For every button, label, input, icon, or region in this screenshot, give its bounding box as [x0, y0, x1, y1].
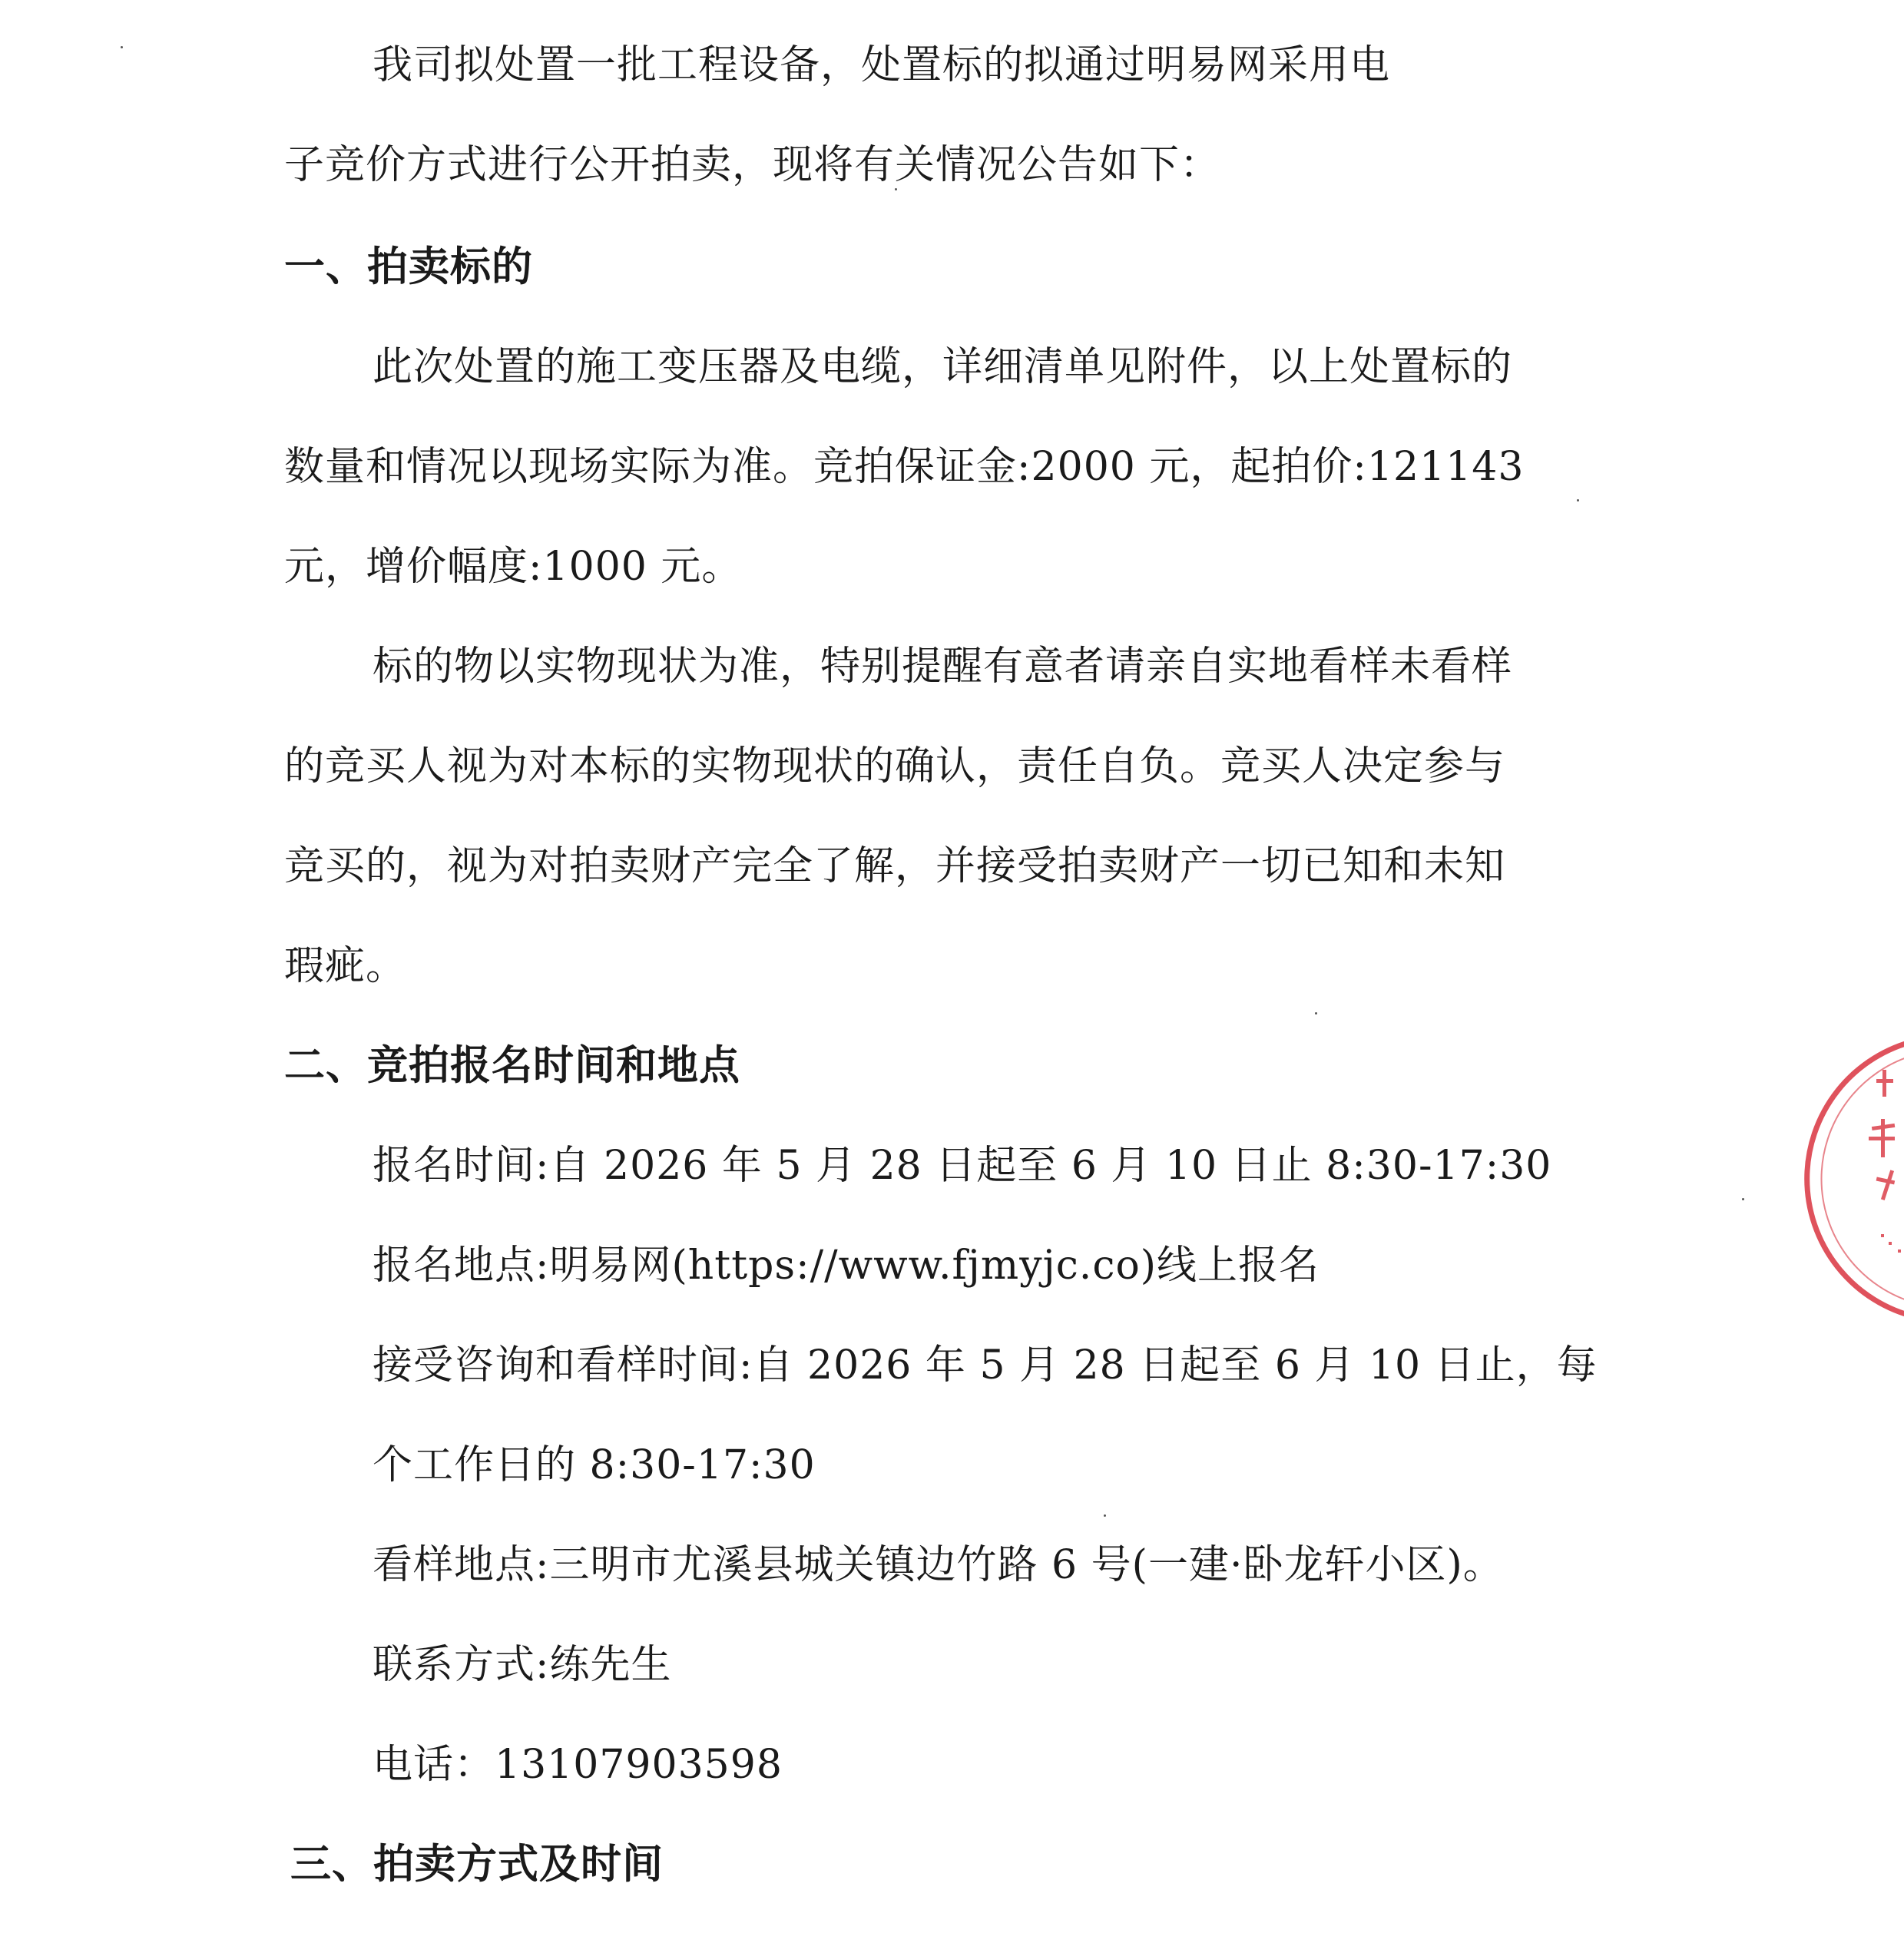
- scan-speck: [1577, 499, 1579, 501]
- contact-person: 联系方式:练先生: [373, 1642, 672, 1688]
- section-3-heading: 三、拍卖方式及时间: [290, 1841, 664, 1888]
- scan-speck: [121, 46, 123, 48]
- section-1-para-2-line-4: 瑕疵。: [284, 943, 407, 989]
- red-seal-stamp-icon: [1786, 1033, 1904, 1325]
- scan-speck: [1742, 1198, 1744, 1200]
- section-1-para-1-line-3: 元，增价幅度:1000 元。: [284, 544, 743, 590]
- registration-time: 报名时间:自 2026 年 5 月 28 日起至 6 月 10 日止 8:30-17:30: [373, 1143, 1552, 1189]
- scan-speck: [1315, 1012, 1317, 1014]
- scan-speck: [1104, 1514, 1106, 1517]
- registration-place: 报名地点:明易网(https://www.fjmyjc.co)线上报名: [373, 1243, 1320, 1289]
- consult-time-line-2: 个工作日的 8:30-17:30: [373, 1442, 816, 1488]
- section-1-heading: 一、拍卖标的: [284, 243, 533, 290]
- section-2-heading: 二、竞拍报名时间和地点: [284, 1042, 740, 1089]
- section-1-para-1-line-1: 此次处置的施工变压器及电缆，详细清单见附件，以上处置标的: [373, 344, 1513, 390]
- intro-line-2: 子竞价方式进行公开拍卖，现将有关情况公告如下：: [284, 142, 1221, 188]
- intro-line-1: 我司拟处置一批工程设备，处置标的拟通过明易网采用电: [373, 42, 1391, 88]
- section-1-para-2-line-1: 标的物以实物现状为准，特别提醒有意者请亲自实地看样未看样: [373, 644, 1513, 690]
- consult-time-line-1: 接受咨询和看样时间:自 2026 年 5 月 28 日起至 6 月 10 日止，每: [373, 1342, 1598, 1389]
- scan-speck: [895, 188, 897, 190]
- section-1-para-2-line-3: 竞买的，视为对拍卖财产完全了解，并接受拍卖财产一切已知和未知: [284, 843, 1506, 889]
- viewing-place: 看样地点:三明市尤溪县城关镇边竹路 6 号(一建·卧龙轩小区)。: [373, 1542, 1504, 1588]
- contact-phone: 电话：13107903598: [373, 1742, 783, 1788]
- section-1-para-1-line-2: 数量和情况以现场实际为准。竞拍保证金:2000 元，起拍价:121143: [284, 444, 1525, 490]
- section-1-para-2-line-2: 的竞买人视为对本标的实物现状的确认，责任自负。竞买人决定参与: [284, 743, 1506, 789]
